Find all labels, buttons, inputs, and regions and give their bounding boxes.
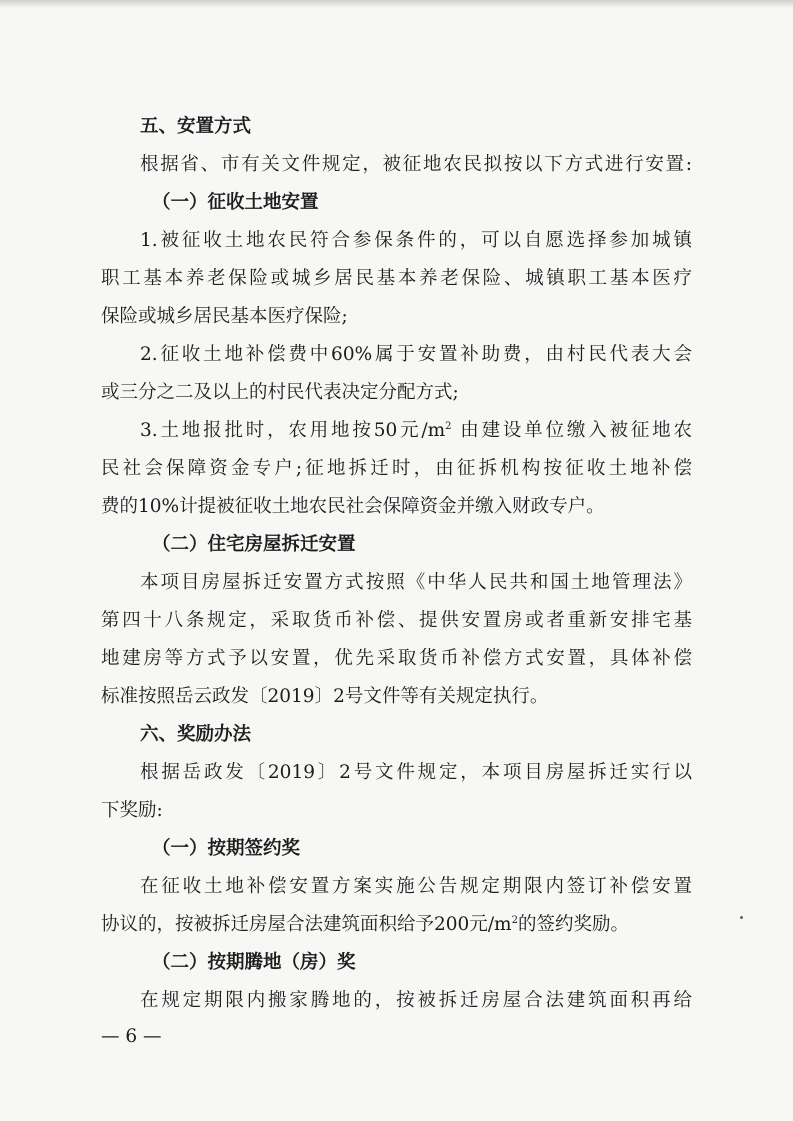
scan-speck xyxy=(740,916,743,919)
subsection-heading: （一）按期签约奖 xyxy=(152,838,301,859)
paragraph-line: 保险或城乡居民基本医疗保险; xyxy=(101,306,348,327)
section-heading-6: 六、奖励办法 xyxy=(140,724,252,745)
subsection-heading: （二）住宅房屋拆迁安置 xyxy=(152,534,356,555)
section-heading-5: 五、安置方式 xyxy=(140,116,252,137)
paragraph-line: 在规定期限内搬家腾地的，按被拆迁房屋合法建筑面积再给 xyxy=(140,990,692,1011)
paragraph-line: 民社会保障资金专户;征地拆迁时，由征拆机构按征收土地补偿 xyxy=(101,458,692,479)
paragraph-line: 协议的，按被拆迁房屋合法建筑面积给予200元$/m^2$的签约奖励。 xyxy=(101,914,629,935)
subsection-heading: （一）征收土地安置 xyxy=(152,192,319,213)
subsection-heading: （二）按期腾地（房）奖 xyxy=(152,952,356,973)
scan-edge xyxy=(0,0,793,8)
paragraph-line: 标准按照岳云政发〔2019〕2号文件等有关规定执行。 xyxy=(101,686,549,707)
paragraph-line: 3.土地报批时，农用地按50元$/m^2$ 由建设单位缴入被征地农 xyxy=(140,420,692,441)
page-number: — 6 — xyxy=(101,1026,162,1047)
paragraph-line: 2.征收土地补偿费中60%属于安置补助费，由村民代表大会 xyxy=(140,344,692,365)
paragraph-line: 地建房等方式予以安置，优先采取货币补偿方式安置，具体补偿 xyxy=(101,648,692,669)
paragraph-line: 下奖励: xyxy=(101,800,163,821)
paragraph-line: 或三分之二及以上的村民代表决定分配方式; xyxy=(101,382,459,403)
paragraph-line: 职工基本养老保险或城乡居民基本养老保险、城镇职工基本医疗 xyxy=(101,268,692,289)
paragraph-line: 本项目房屋拆迁安置方式按照《中华人民共和国土地管理法》 xyxy=(140,572,692,593)
paragraph-line: 第四十八条规定，采取货币补偿、提供安置房或者重新安排宅基 xyxy=(101,610,692,631)
paragraph-line: 根据岳政发〔2019〕2号文件规定，本项目房屋拆迁实行以 xyxy=(140,762,692,783)
paragraph-line: 费的10%计提被征收土地农民社会保障资金并缴入财政专户。 xyxy=(101,496,605,517)
paragraph-line: 在征收土地补偿安置方案实施公告规定期限内签订补偿安置 xyxy=(140,876,692,897)
paragraph-line: 根据省、市有关文件规定，被征地农民拟按以下方式进行安置: xyxy=(140,154,692,175)
paragraph-line: 1.被征收土地农民符合参保条件的，可以自愿选择参加城镇 xyxy=(140,230,692,251)
